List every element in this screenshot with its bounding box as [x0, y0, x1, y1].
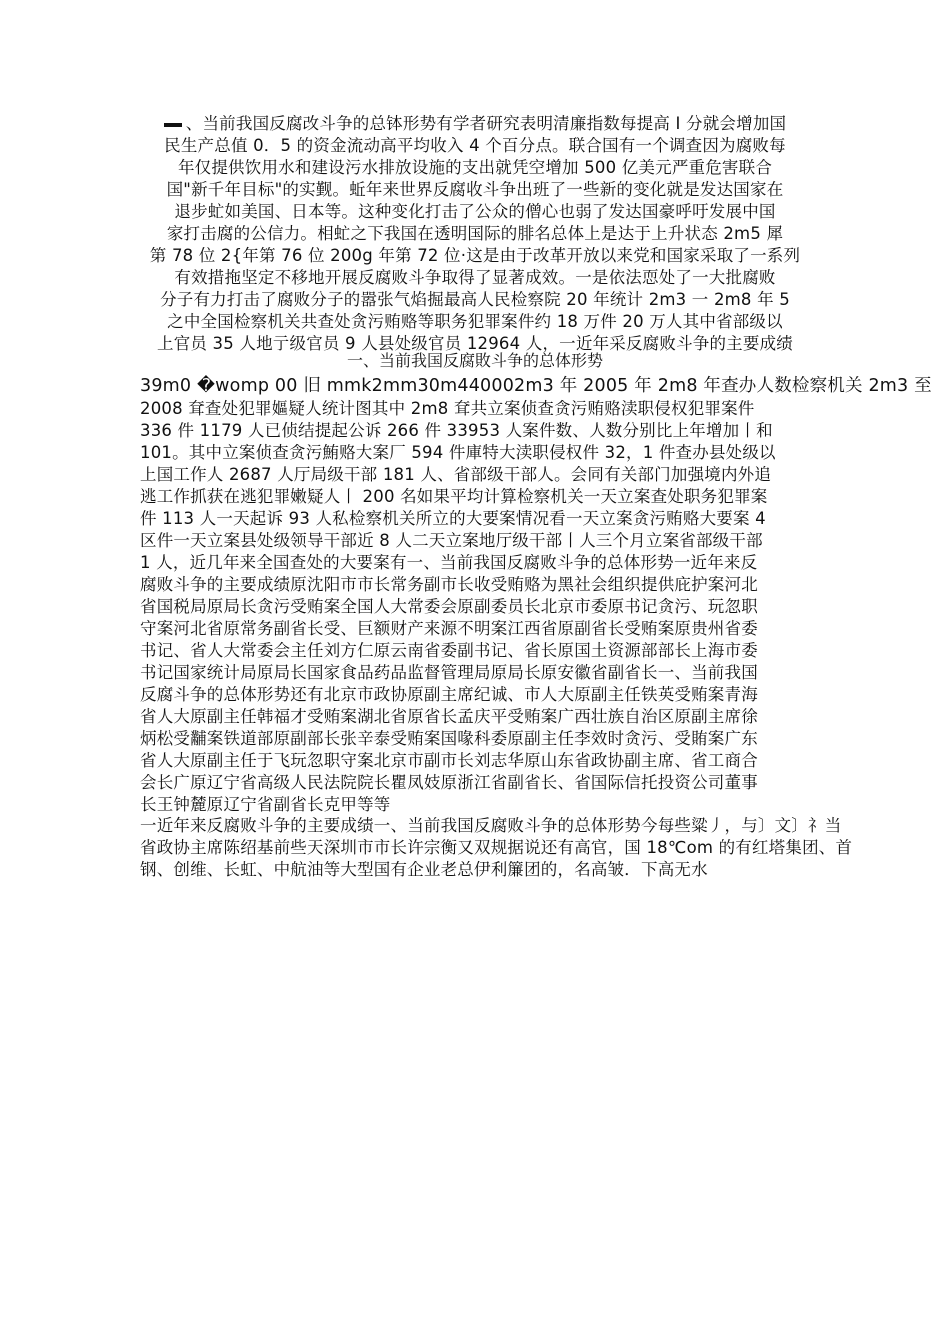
text-line: 2008 耷查处犯罪嫗疑人统计图其中 2m8 耷共立案侦查贪污贿赂渎职侵权犯罪案件	[140, 399, 755, 418]
text-line: 退步虻如美国、日本等。这种变化打击了公众的僧心也弱了发达国豪呼吁发展中国	[174, 202, 776, 221]
text-line: 336 件 1179 人已侦结提起公诉 266 件 33953 人案件数、人数分别比上年增加丨和	[140, 421, 773, 440]
text-line: 第 78 位 2{年第 76 位 200g 年第 72 位·这是由于改革开放以来党和国家采取了一系列	[149, 246, 801, 265]
text-line: 1 人，近几年来全国查处的大要案有一、当前我国反腐败斗争的总体形势一近年来反	[140, 553, 758, 572]
text-line: 省人大原副主任于飞玩忽职守案北京市副市长刘志华原山东省政协副主席、省工商合	[140, 751, 758, 770]
text-line: 、当前我国反腐改斗争的总钵形势有学者研究表明清廉指数每提高 I 分就会增加国	[0, 113, 950, 135]
text-line: 国"新千年目标"的实觐。蚯年来世界反腐收斗争出班了一些新的变化就是发达国家在	[166, 180, 784, 199]
section-heading: 一、当前我国反腐敗斗争的总体形势	[346, 351, 603, 370]
text-line: 39m0 �womp 00 旧 mmk2mm30m440002m3 年 2005 年 2m8 年查办人数检察机关 2m3 至	[140, 376, 932, 396]
text-line: 逃工作抓获在逃犯罪嫩疑人丨 200 名如果平均计算检察机关一天立案查处职务犯罪案	[140, 487, 768, 506]
text-line: 腐败斗争的主要成绩原沈阳市市长常务副市长收受贿赂为黑社会组织提供庇护案河北	[140, 575, 758, 594]
text-line: 书记、省人大常委会主任刘方仁原云南省委副书记、省长原国土资源部部长上海市委	[140, 641, 758, 660]
text-line: 省国税局原局长贪污受贿案全国人大常委会原副委员长北京市委原书记贪污、玩忽职	[140, 597, 758, 616]
text-line: 上官员 35 人地亍级官员 9 人县处级官员 12964 人，一近年采反腐败斗争的主要成绩	[157, 334, 793, 353]
text-line: 炳松受黼案铁道部原副部长张辛泰受贿案国喙科委原副主任李效时贪污、受賄案广东	[140, 729, 758, 748]
text-line: 区件一天立案县处级领导干部近 8 人二天立案地厅级干部丨人三个月立案省部级干部	[140, 531, 763, 550]
text-line: 长王钟麓原辽宁省副省长克甲等等	[140, 795, 391, 814]
text-line: 有效措拖坚定不移地开展反腐败斗争取得了显著成效。一是依法恧处了一大批腐败	[174, 268, 776, 287]
text-line: 书记国家统计局原局长国家食品药品监督管理局原局长原安徽省副省长一、当前我国	[140, 663, 758, 682]
text-line: 之中全国检察机关共查处贪污贿赂等职务犯罪案件约 18 万件 20 万人其中省部级以	[167, 312, 783, 331]
text-line: 家打击腐的公信力。相虻之下我国在透明国际的腓名总体上是达于上升状态 2m5 犀	[166, 224, 784, 243]
text-line: 守案河北省原常务副省长受、巨额财产来源不明案江西省原副省长受贿案原贵州省委	[140, 619, 758, 638]
text-line: 省政协主席陈绍基前些天深圳市市长许宗衡又双规据说还有高官，国 18℃om 的有红塔集团、首	[140, 838, 853, 857]
text-line: 会长广原辽宁省高级人民法院院长瞿凤妓原浙江省副省长、省国际信托投资公司董事	[140, 773, 758, 792]
text-line: 上国工作人 2687 人厅局级干部 181 人、省部级干部人。会同有关部门加强境内外追	[140, 465, 772, 484]
text-line: 一近年来反腐败斗争的主要成绩一、当前我国反腐败斗争的总体形势今每些粱丿，与〕文〕礻当	[140, 816, 842, 835]
text-line: 省人大原副主任韩福才受贿案湖北省原省长孟庆平受贿案广西壮族自治区原副主席徐	[140, 707, 758, 726]
text-line: 分子有力打击了腐败分子的嚣张气焰掘最高人民检察院 20 年统计 2m3 一 2m8 年 5	[160, 290, 790, 309]
text-line: 反腐斗争的总体形势还有北京市政协原副主席纪诚、市人大原副主任铁英受贿案青海	[140, 685, 758, 704]
dash-mark	[164, 123, 182, 127]
text-line: 年仅提供饮用水和建设污水排放设施的支出就凭空增加 500 亿美元严重危害联合	[177, 158, 773, 177]
text-line: 101。其中立案侦查贪污鮪赂大案厂 594 件庫特大渎职侵权件 32，1 件查办县处级以	[140, 443, 776, 462]
text-line: 民生产总值 0．5 的资金流动高平均收入 4 个百分点。联合国有一个调查因为腐败每	[164, 136, 786, 155]
text-line: 钢、创维、长虹、中航油等大型国有企业老总伊利簾团的，名高皱．下高无水	[140, 860, 708, 879]
text-line: 件 113 人一天起诉 93 人私检察机关所立的大要案情况看一天立案贪污贿赂大要案 4	[140, 509, 766, 528]
